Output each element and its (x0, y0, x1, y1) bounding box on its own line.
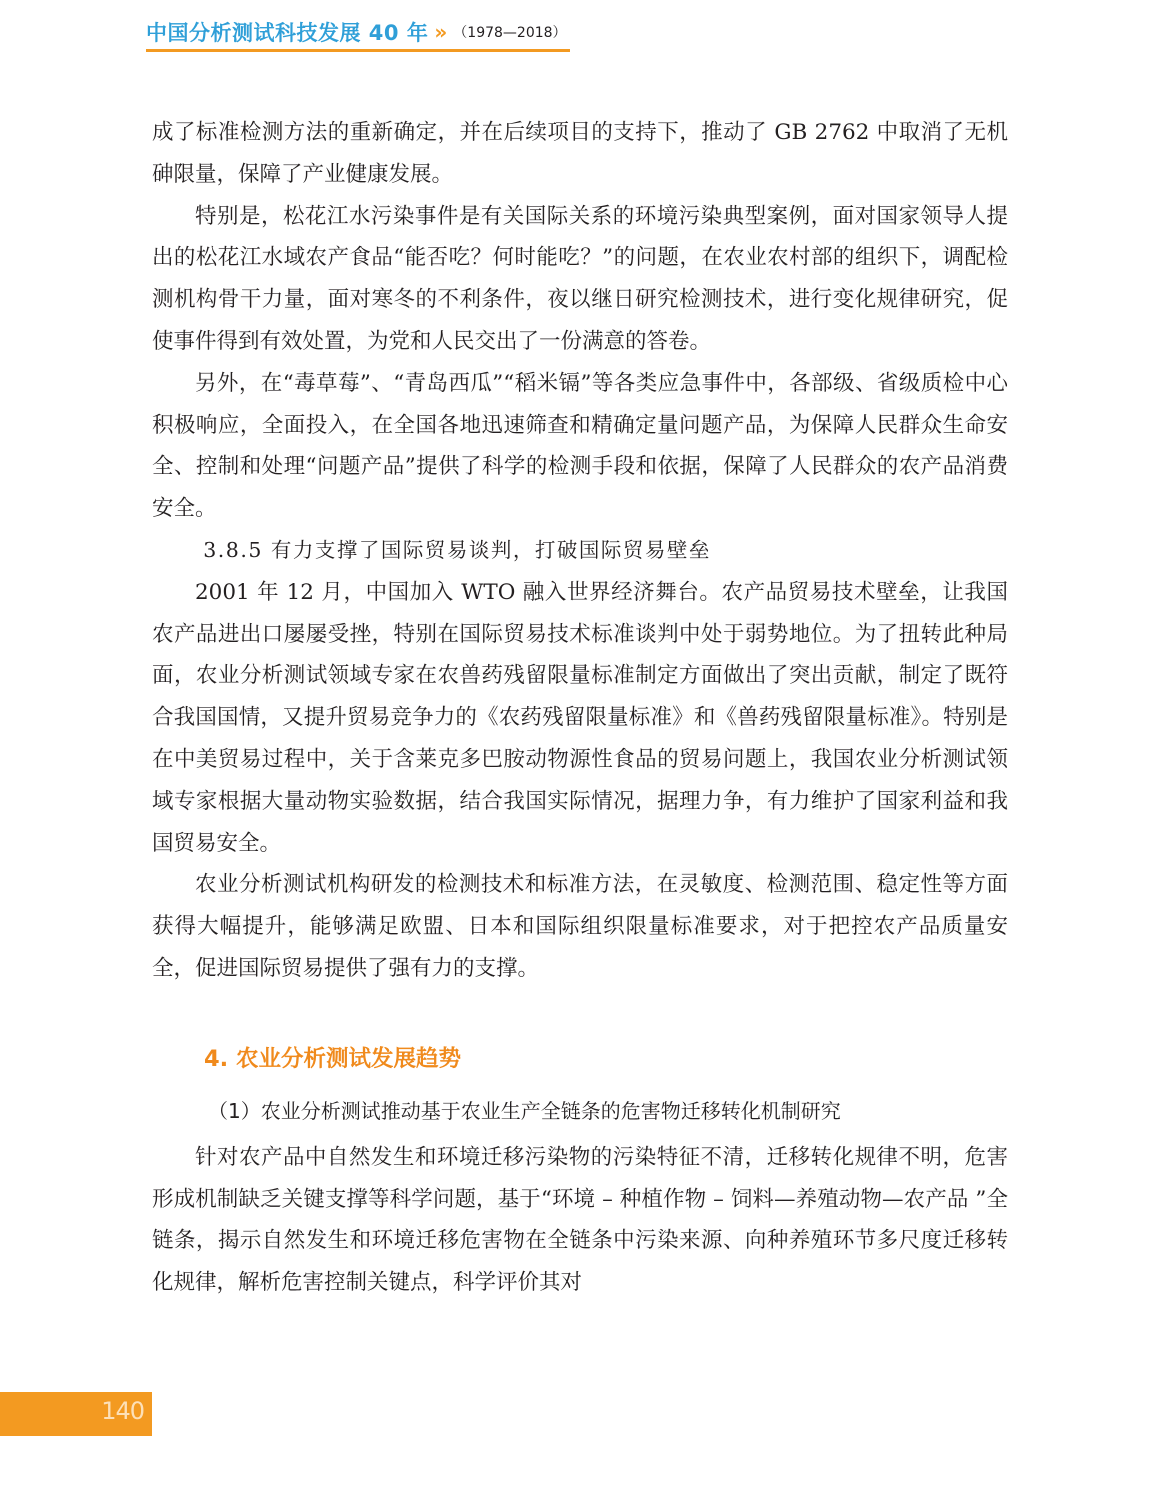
double-chevron-icon: » (434, 20, 448, 44)
subheading-3-8-5: 3.8.5 有力支撑了国际贸易谈判，打破国际贸易壁垒 (203, 537, 711, 562)
subsection-1: （1）农业分析测试推动基于农业生产全链条的危害物迁移转化机制研究 (208, 1098, 841, 1123)
book-title: 中国分析测试科技发展 40 年 (146, 21, 429, 45)
running-header (146, 14, 567, 50)
paragraph-hazard-migration: 针对农产品中自然发生和环境迁移污染物的污染特征不清，迁移转化规律不明，危害形成机制缺乏关键支撑等科学问题，基于“环境 – 种植作物 – 饲料—养殖动物—农产品 ”全链条，揭示自然发生和环境迁移危害物在全链条中污染来源、向种养殖环节多尺度迁移转化规律，解析危害控制关键点，科学评价其对 (152, 1144, 1008, 1296)
paragraph-continued: 成了标准检测方法的重新确定，并在后续项目的支持下，推动了 GB 2762 中取消了无机砷限量，保障了产业健康发展。 (152, 120, 1008, 187)
page-number: 140 (101, 1397, 144, 1425)
page-body (152, 112, 1008, 1304)
header-divider (146, 49, 570, 52)
paragraph-songhua-river: 特别是，松花江水污染事件是有关国际关系的环境污染典型案例，面对国家领导人提出的松花江水域农产食品“能否吃？何时能吃？”的问题，在农业农村部的组织下，调配检测机构骨干力量，面对寒冬的不利条件，夜以继日研究检测技术，进行变化规律研究，促使事件得到有效处置，为党和人民交出了一份满意的答卷。 (152, 203, 1008, 354)
page-number-tab (0, 1392, 152, 1436)
section-heading-4: 4. 农业分析测试发展趋势 (204, 1045, 462, 1072)
paragraph-emergency-events: 另外，在“毒草莓”、“青岛西瓜”“稻米镉”等各类应急事件中，各部级、省级质检中心积极响应，全面投入，在全国各地迅速筛查和精确定量问题产品，为保障人民群众生命安全、控制和处理“问题产品”提供了科学的检测手段和依据，保障了人民群众的农产品消费安全。 (152, 370, 1008, 522)
book-years: （1978—2018） (453, 25, 567, 41)
paragraph-standards: 农业分析测试机构研发的检测技术和标准方法，在灵敏度、检测范围、稳定性等方面获得大幅提升，能够满足欧盟、日本和国际组织限量标准要求，对于把控农产品质量安全，促进国际贸易提供了强有力的支撑。 (152, 872, 1008, 981)
paragraph-wto: 2001 年 12 月，中国加入 WTO 融入世界经济舞台。农产品贸易技术壁垒，让我国农产品进出口屡屡受挫，特别在国际贸易技术标准谈判中处于弱势地位。为了扭转此种局面，农业分析测试领域专家在农兽药残留限量标准制定方面做出了突出贡献，制定了既符合我国国情，又提升贸易竞争力的《农药残留限量标准》和《兽药残留限量标准》。特别是在中美贸易过程中，关于含莱克多巴胺动物源性食品的贸易问题上，我国农业分析测试领域专家根据大量动物实验数据，结合我国实际情况，据理力争，有力维护了国家利益和我国贸易安全。 (152, 579, 1008, 856)
